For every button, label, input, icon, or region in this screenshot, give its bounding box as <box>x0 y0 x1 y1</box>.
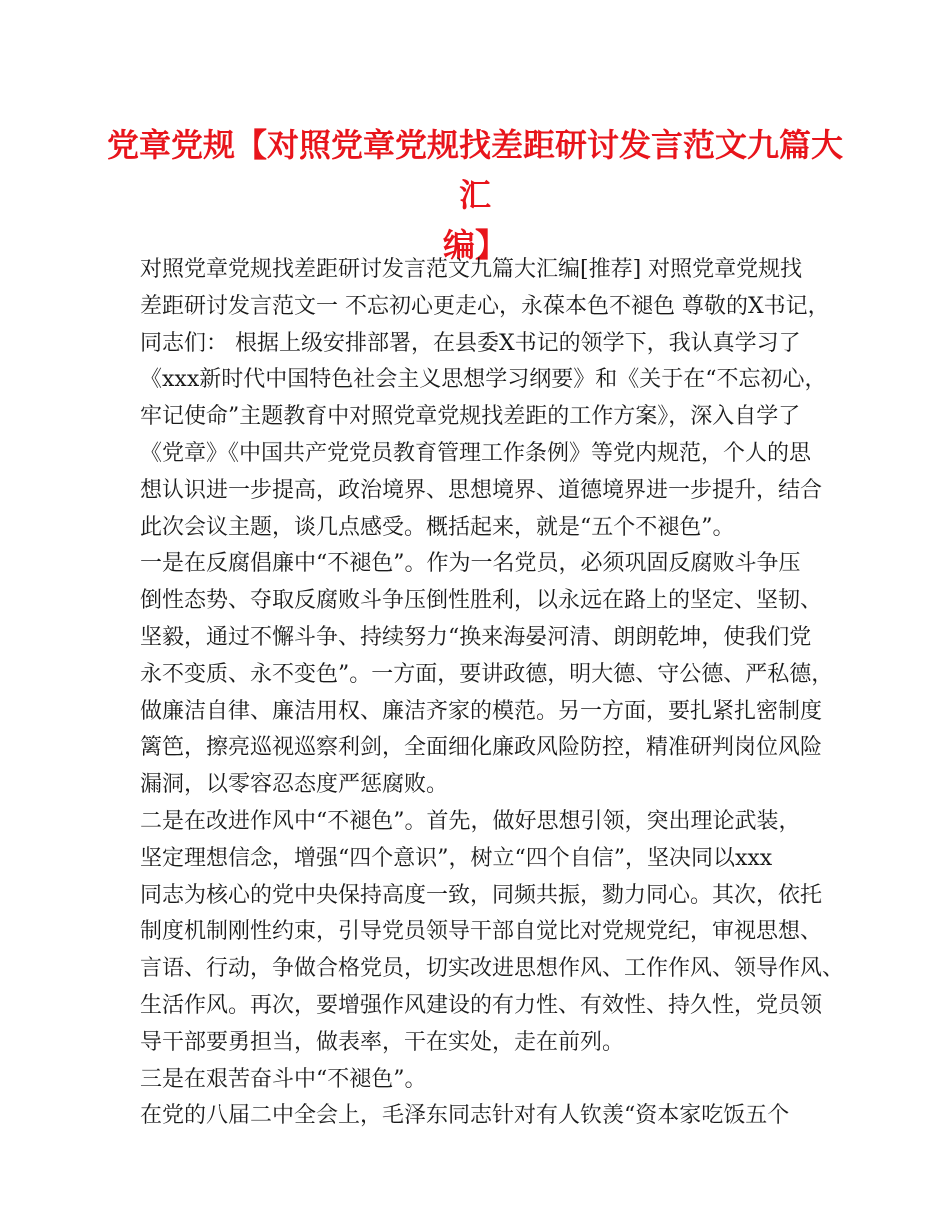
body-line: 在党的八届二中全会上，毛泽东同志针对有人钦羡“资本家吃饭五个 <box>140 1103 790 1129</box>
document-title <box>100 120 850 270</box>
body-line: 漏洞，以零容忍态度严惩腐败。 <box>140 772 449 798</box>
body-line: 制度机制刚性约束，引导党员领导干部自觉比对党规党纪，审视思想、 <box>140 919 823 945</box>
body-line: 同志们： 根据上级安排部署，在县委X书记的领学下，我认真学习了 <box>140 330 801 356</box>
body-line: 篱笆，擦亮巡视巡察利剑，全面细化廉政风险防控，精准研判岗位风险 <box>140 735 823 761</box>
body-line: 此次会议主题，谈几点感受。概括起来，就是“五个不褪色”。 <box>140 514 735 540</box>
body-line: 同志为核心的党中央保持高度一致，同频共振，勠力同心。其次，依托 <box>140 882 823 908</box>
body-line: 永不变质、永不变色”。一方面，要讲政德，明大德、守公德、严私德， <box>140 661 834 687</box>
title-line: 党章党规【对照党章党规找差距研讨发言范文九篇大汇 <box>106 126 843 214</box>
document-body <box>140 252 845 1135</box>
body-line: 坚定理想信念，增强“四个意识”，树立“四个自信”，坚决同以xxx <box>140 845 773 871</box>
body-line: 言语、行动，争做合格党员，切实改进思想作风、工作作风、领导作风、 <box>140 956 845 982</box>
body-line: 对照党章党规找差距研讨发言范文九篇大汇编[推荐] 对照党章党规找 <box>140 257 803 282</box>
body-line: 倒性态势、夺取反腐败斗争压倒性胜利，以永远在路上的坚定、坚韧、 <box>140 588 823 614</box>
body-line: 差距研讨发言范文一 不忘初心更走心，永葆本色不褪色 尊敬的X书记， <box>140 293 830 319</box>
body-line: 做廉洁自律、廉洁用权、廉洁齐家的模范。另一方面，要扎紧扎密制度 <box>140 698 823 724</box>
body-line: 导干部要勇担当，做表率，干在实处，走在前列。 <box>140 1029 625 1055</box>
body-line: 三是在艰苦奋斗中“不褪色”。 <box>140 1066 427 1092</box>
body-line: 《xxx新时代中国特色社会主义思想学习纲要》和《关于在“不忘初心， <box>140 367 827 393</box>
body-line: 想认识进一步提高，政治境界、思想境界、道德境界进一步提升，结合 <box>140 477 823 503</box>
body-line: 坚毅，通过不懈斗争、持续努力“换来海晏河清、朗朗乾坤，使我们党 <box>140 624 812 650</box>
body-line: 二是在改进作风中“不褪色”。首先，做好思想引领，突出理论武装， <box>140 808 801 834</box>
title-line: 编】 <box>442 226 507 264</box>
body-line: 一是在反腐倡廉中“不褪色”。作为一名党员，必须巩固反腐败斗争压 <box>140 551 801 577</box>
body-line: 牢记使命”主题教育中对照党章党规找差距的工作方案》，深入自学了 <box>140 404 801 430</box>
body-line: 生活作风。再次，要增强作风建设的有力性、有效性、持久性，党员领 <box>140 992 823 1018</box>
body-line: 《党章》《中国共产党党员教育管理工作条例》等党内规范，个人的思 <box>140 440 812 466</box>
